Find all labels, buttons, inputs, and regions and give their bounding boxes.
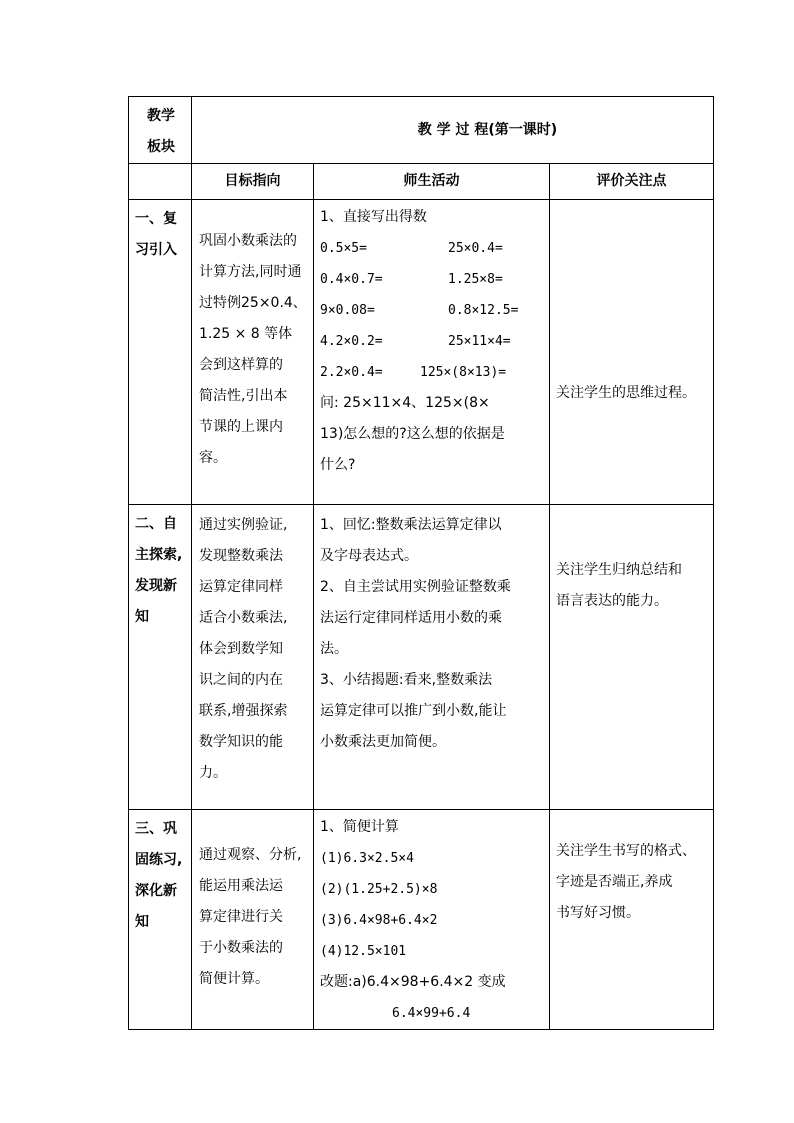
stage-line: 知 xyxy=(135,914,149,930)
eval-line: 关注学生归纳总结和 xyxy=(556,562,682,578)
table-row xyxy=(129,810,714,1030)
activity-line: 改题:a)6.4×98+6.4×2 变成 xyxy=(320,974,506,990)
stage-line: 二、自 xyxy=(135,516,177,532)
stage-line: 知 xyxy=(135,609,149,625)
activity-line: 小数乘法更加简便。 xyxy=(320,734,446,750)
activity-cell xyxy=(314,505,550,810)
goal-line: 简便计算。 xyxy=(199,971,269,987)
activity-line: 3、小结揭题:看来,整数乘法 xyxy=(320,672,493,688)
activity-line: 及字母表达式。 xyxy=(320,548,418,564)
activity-cell xyxy=(314,810,550,1030)
exercise-left: 4.2×0.2= xyxy=(320,334,383,349)
stage-cell xyxy=(129,200,192,505)
goal-line: 1.25 × 8 等体 xyxy=(199,326,293,342)
exercise-left: 0.4×0.7= xyxy=(320,272,383,287)
activity-line: 6.4×99+6.4 xyxy=(392,1006,471,1021)
table-title xyxy=(192,97,714,164)
activity-line: (3)6.4×98+6.4×2 xyxy=(320,913,438,928)
goal-line: 体会到数学知 xyxy=(199,641,283,657)
empty-header-cell xyxy=(129,164,192,200)
goal-line: 简洁性,引出本 xyxy=(199,388,288,404)
goal-line: 联系,增强探索 xyxy=(199,703,288,719)
exercise-pair xyxy=(320,264,545,295)
goal-line: 适合小数乘法, xyxy=(199,610,288,626)
eval-line: 语言表达的能力。 xyxy=(556,593,668,609)
exercise-right: 1.25×8= xyxy=(448,272,503,287)
col-header-activity: 师生活动 xyxy=(314,164,550,200)
goal-line: 识之间的内在 xyxy=(199,672,283,688)
goal-line: 运算定律同样 xyxy=(199,579,283,595)
table-row xyxy=(129,505,714,810)
title-sub: (第一课时) xyxy=(488,121,558,138)
exercise-right: 25×0.4= xyxy=(448,241,503,256)
goal-line: 算定律进行关 xyxy=(199,909,283,925)
eval-line: 关注学生书写的格式、 xyxy=(556,843,696,859)
activity-cell xyxy=(314,200,550,505)
activity-line: (4)12.5×101 xyxy=(320,944,407,959)
goal-line: 于小数乘法的 xyxy=(199,940,283,956)
activity-line: 问: 25×11×4、125×(8× xyxy=(320,395,490,411)
lesson-plan-table xyxy=(128,96,714,1030)
stage-line: 深化新 xyxy=(135,883,177,899)
goal-cell xyxy=(192,810,314,1030)
exercise-left: 2.2×0.4= xyxy=(320,365,383,380)
exercise-left: 9×0.08= xyxy=(320,303,375,318)
goal-line: 节课的上课内 xyxy=(199,419,283,435)
goal-line: 能运用乘法运 xyxy=(199,878,283,894)
goal-line: 巩固小数乘法的 xyxy=(199,233,297,249)
stage-line: 发现新 xyxy=(135,578,177,594)
eval-line: 字迹是否端正,养成 xyxy=(556,874,673,890)
activity-title: 1、直接写出得数 xyxy=(320,209,427,225)
activity-line: 13)怎么想的?这么想的依据是 xyxy=(320,426,505,442)
activity-line: 法运行定律同样适用小数的乘 xyxy=(320,610,502,626)
goal-line: 通过观察、分析, xyxy=(199,847,302,863)
activity-line: 1、简便计算 xyxy=(320,819,399,835)
goal-line: 容。 xyxy=(199,450,227,466)
activity-line: 什么? xyxy=(320,457,356,473)
eval-cell xyxy=(550,505,714,810)
title-row xyxy=(129,97,714,164)
goal-cell xyxy=(192,505,314,810)
activity-line: 1、回忆:整数乘法运算定律以 xyxy=(320,517,502,533)
corner-label-line: 教学 xyxy=(147,108,175,124)
exercise-right: 125×(8×13)= xyxy=(420,365,507,380)
stage-line: 固练习, xyxy=(135,852,183,868)
corner-label-cell xyxy=(129,97,192,164)
stage-line: 一、复 xyxy=(135,211,177,227)
goal-cell xyxy=(192,200,314,505)
activity-line: 法。 xyxy=(320,641,348,657)
goal-line: 会到这样算的 xyxy=(199,357,283,373)
stage-cell xyxy=(129,810,192,1030)
eval-line: 书写好习惯。 xyxy=(556,905,640,921)
activity-line: 运算定律可以推广到小数,能让 xyxy=(320,703,507,719)
stage-cell xyxy=(129,505,192,810)
column-header-row xyxy=(129,164,714,200)
activity-line: (1)6.3×2.5×4 xyxy=(320,851,414,866)
goal-line: 数学知识的能 xyxy=(199,734,283,750)
stage-line: 三、巩 xyxy=(135,821,177,837)
exercise-pair xyxy=(320,295,545,326)
goal-line: 通过实例验证, xyxy=(199,517,288,533)
title-main: 教 学 过 程 xyxy=(417,121,489,138)
table-row xyxy=(129,200,714,505)
eval-cell xyxy=(550,810,714,1030)
col-header-goal: 目标指向 xyxy=(192,164,314,200)
corner-label-line: 板块 xyxy=(147,139,175,155)
goal-line: 过特例25×0.4、 xyxy=(199,295,307,311)
goal-line: 发现整数乘法 xyxy=(199,548,283,564)
eval-line: 关注学生的思维过程。 xyxy=(556,384,696,401)
exercise-pair xyxy=(320,326,545,357)
stage-line: 习引入 xyxy=(135,242,177,258)
exercise-right: 25×11×4= xyxy=(448,334,511,349)
eval-cell xyxy=(550,200,714,505)
activity-line: 2、自主尝试用实例验证整数乘 xyxy=(320,579,511,595)
goal-line: 计算方法,同时通 xyxy=(199,264,302,280)
activity-line: (2)(1.25+2.5)×8 xyxy=(320,882,438,897)
stage-line: 主探索, xyxy=(135,547,183,563)
exercise-left: 0.5×5= xyxy=(320,241,367,256)
exercise-pair xyxy=(320,357,545,388)
goal-line: 力。 xyxy=(199,765,227,781)
exercise-right: 0.8×12.5= xyxy=(448,303,519,318)
exercise-pair xyxy=(320,233,545,264)
col-header-eval: 评价关注点 xyxy=(550,164,714,200)
